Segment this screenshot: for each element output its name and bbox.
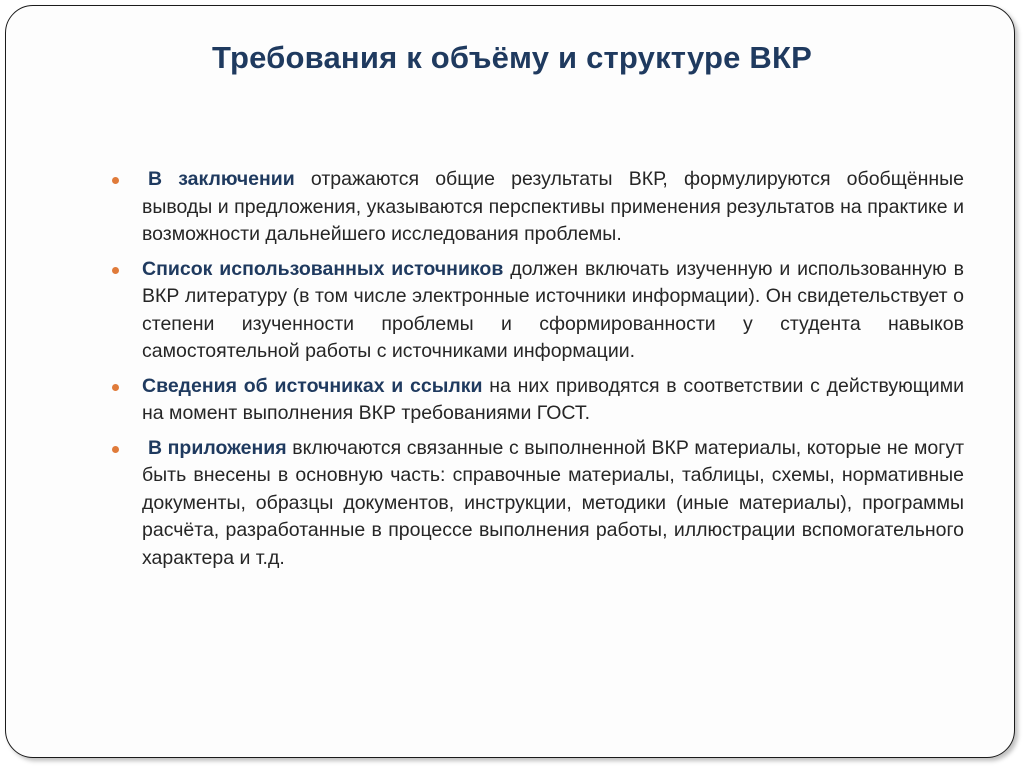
bullet-references: [112, 256, 964, 366]
bullet-citations: [112, 373, 964, 428]
bullet-term: Список использованных источников: [142, 257, 504, 280]
bullet-term: Сведения об источниках и ссылки: [142, 374, 483, 397]
bullet-text: отражаются общие результаты ВКР, формулируются обобщённые выводы и предложения, указываются перспективы применения результатов на практике и возможности дальнейшего исследования проблемы.: [142, 168, 965, 245]
bullet-conclusion: [112, 166, 964, 249]
slide-content: [112, 166, 964, 579]
bullet-list: [112, 166, 964, 572]
bullet-text: должен включать изученную и использованную в ВКР литературу (в том числе электронные источники информации). Он свидетельствует о степени изученности проблемы и сформированности у студента навыков самостоятельной работы с источниками информации.: [142, 257, 964, 362]
slide-title: Требования к объёму и структуре ВКР: [212, 40, 812, 75]
bullet-dot-icon: [112, 267, 119, 274]
bullet-dot-icon: [112, 177, 119, 184]
bullet-dot-icon: [112, 446, 119, 453]
bullet-appendices: [112, 435, 964, 573]
bullet-text: на них приводятся в соответствии с действующими на момент выполнения ВКР требованиями ГОСТ.: [142, 374, 964, 424]
bullet-text: включаются связанные с выполненной ВКР материалы, которые не могут быть внесены в основную часть: справочные материалы, таблицы, схемы, нормативные документы, образцы документов, инструкции, методики (иные материалы), программы расчёта, разработанные в процессе выполнения работы, иллюстрации вспомогательного характера и т.д.: [142, 436, 964, 569]
bullet-dot-icon: [112, 384, 119, 391]
bullet-term: В приложения: [148, 436, 287, 459]
bullet-term: В заключении: [148, 168, 295, 190]
